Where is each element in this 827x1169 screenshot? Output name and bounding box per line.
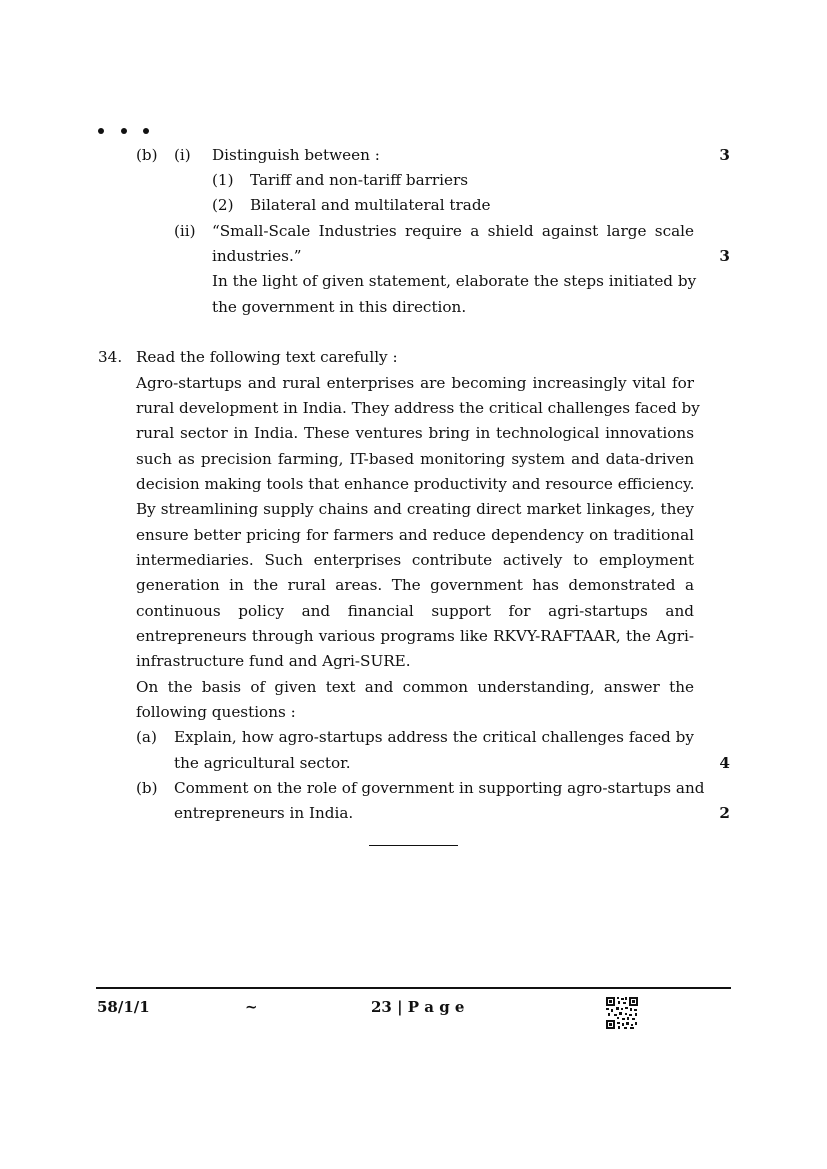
q33b-ii-line: “Small-Scale Industries require a shield against large scale — [212, 222, 694, 240]
q33b-i-label: (i) — [174, 146, 191, 164]
q34-part-marks: 4 — [719, 754, 730, 772]
footer-rule — [96, 987, 731, 989]
q33b-ii-label: (ii) — [174, 222, 196, 240]
q33b-i-item-num: (1) — [212, 171, 234, 189]
q34-part-label: (a) — [136, 728, 157, 746]
passage-line: entrepreneurs through various programs like RKVY-RAFTAAR, the Agri- — [136, 627, 694, 645]
q33b-i-marks: 3 — [719, 146, 730, 164]
dot-icon — [98, 128, 104, 134]
q33b-i-text: Distinguish between : — [212, 146, 380, 164]
passage-line: such as precision farming, IT-based monitoring system and data-driven — [136, 450, 694, 468]
passage-line: infrastructure fund and Agri-SURE. — [136, 652, 411, 670]
q33b-ii-marks: 3 — [719, 247, 730, 265]
dot-icon — [143, 128, 149, 134]
q33b-ii-line: In the light of given statement, elaborate the steps initiated by — [212, 272, 697, 290]
passage-line: intermediaries. Such enterprises contribute actively to employment — [136, 551, 694, 569]
q34-part-line: Comment on the role of government in supporting agro-startups and — [174, 779, 705, 797]
q33b-ii-line: industries.” — [212, 247, 302, 265]
q34-intro: Read the following text carefully : — [136, 348, 398, 366]
q33b-i-item-text: Tariff and non-tariff barriers — [250, 171, 469, 189]
passage-line: continuous policy and financial support for agri-startups and — [136, 602, 694, 620]
q34-part-marks: 2 — [719, 804, 730, 822]
end-rule — [369, 845, 458, 846]
q33b-label: (b) — [136, 146, 158, 164]
passage-line: On the basis of given text and common understanding, answer the — [136, 678, 694, 696]
page-number: 23 | P a g e — [371, 998, 465, 1016]
q34-part-line: entrepreneurs in India. — [174, 804, 354, 822]
q34-number: 34. — [98, 348, 123, 366]
passage-line: ensure better pricing for farmers and reduce dependency on traditional — [136, 526, 694, 544]
passage-line: By streamlining supply chains and creating direct market linkages, they — [136, 500, 694, 518]
q34-part-label: (b) — [136, 779, 158, 797]
paper-code: 58/1/1 — [97, 998, 150, 1016]
q34-part-line: the agricultural sector. — [174, 754, 351, 772]
q34-part-line: Explain, how agro-startups address the critical challenges faced by — [174, 728, 694, 746]
q33b-i-item-text: Bilateral and multilateral trade — [250, 196, 491, 214]
q33b-ii-line: the government in this direction. — [212, 298, 467, 316]
passage-line: following questions : — [136, 703, 296, 721]
passage-line: decision making tools that enhance productivity and resource efficiency. — [136, 475, 695, 493]
q33b-i-item-num: (2) — [212, 196, 234, 214]
footer-tilde: ~ — [245, 998, 258, 1016]
qr-code-icon — [606, 997, 638, 1029]
passage-line: rural development in India. They address the critical challenges faced by — [136, 399, 700, 417]
passage-line: generation in the rural areas. The government has demonstrated a — [136, 576, 694, 594]
passage-line: Agro-startups and rural enterprises are becoming increasingly vital for — [136, 374, 694, 392]
passage-line: rural sector in India. These ventures bring in technological innovations — [136, 424, 694, 442]
dot-icon — [121, 128, 127, 134]
